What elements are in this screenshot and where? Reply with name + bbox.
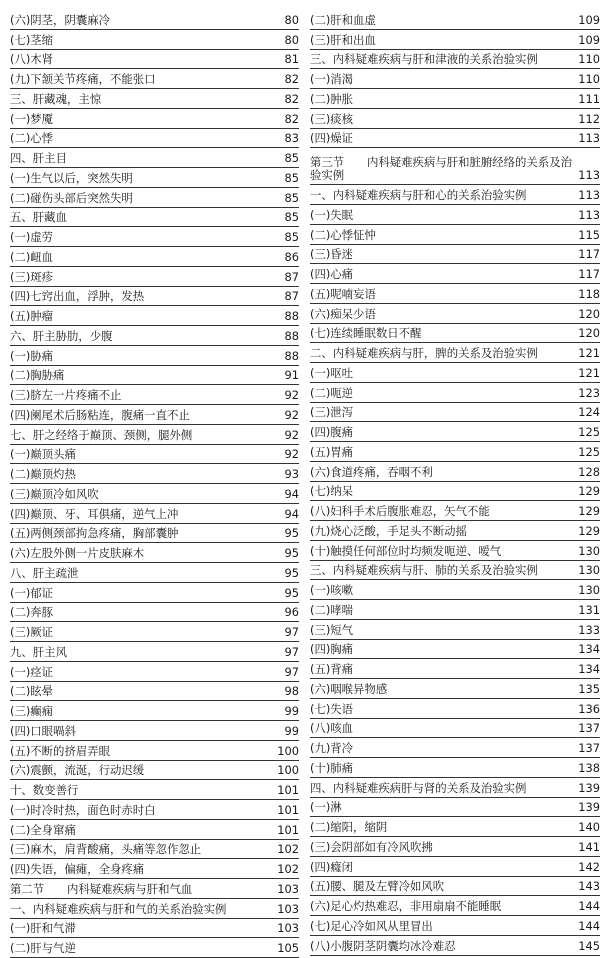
toc-entry	[310, 482, 600, 502]
toc-entry-title: (二)心悸怔忡	[310, 227, 376, 242]
toc-entry-page: 129	[578, 484, 600, 499]
toc-entry	[10, 543, 299, 563]
toc-entry-page: 137	[578, 741, 600, 755]
toc-entry-title: (七)纳呆	[310, 484, 354, 499]
toc-entry-title: (六)咽喉异物感	[310, 681, 388, 696]
toc-entry	[310, 50, 600, 70]
toc-entry	[10, 30, 299, 50]
toc-entry-title: (一)痉证	[10, 664, 54, 679]
toc-entry-title: (二)碰伤头部后突然失明	[10, 190, 133, 205]
toc-entry-page: 121	[578, 346, 600, 360]
toc-entry	[10, 346, 299, 366]
toc-entry-page: 101	[277, 783, 299, 797]
toc-entry	[310, 245, 600, 265]
toc-entry	[10, 622, 299, 642]
toc-entry-title: (二)缩阳，缩阴	[310, 820, 388, 834]
toc-entry	[310, 659, 600, 679]
toc-entry-page: 85	[284, 170, 299, 185]
toc-entry-title: (一)消渴	[310, 72, 354, 86]
toc-entry-title: (二)呃逆	[310, 385, 354, 400]
toc-entry-title: (一)胁痛	[10, 348, 54, 363]
toc-entry-page: 123	[578, 385, 600, 400]
toc-entry-page: 117	[578, 267, 600, 281]
toc-entry-title: (一)生气以后，突然失明	[10, 170, 133, 185]
toc-entry-page: 120	[578, 306, 600, 321]
toc-entry	[10, 287, 299, 307]
toc-entry	[310, 343, 600, 363]
toc-entry	[10, 366, 299, 386]
toc-entry-page: 87	[284, 269, 299, 284]
toc-entry-page: 141	[578, 839, 600, 854]
toc-entry-title: 六、肝主胁肋，少腹	[10, 328, 113, 343]
toc-entry	[10, 701, 299, 721]
toc-entry-title: (一)咳嗽	[310, 583, 354, 597]
toc-entry-page: 85	[284, 190, 299, 205]
toc-entry	[310, 699, 600, 719]
toc-entry-title: (五)不断的挤眉弄眼	[10, 743, 111, 758]
toc-entry-page: 135	[578, 681, 600, 696]
toc-entry-title: 二、内科疑难疾病与肝，脾的关系及治验实例	[310, 346, 538, 360]
toc-entry-title: (三)痰核	[310, 111, 354, 126]
toc-entry-page: 97	[284, 625, 299, 639]
toc-entry	[310, 877, 600, 897]
toc-entry-title: (四)口眼喎斜	[10, 723, 76, 738]
toc-entry-title: (六)左股外侧一片皮肤麻木	[10, 546, 145, 560]
toc-entry-page: 82	[284, 91, 299, 106]
toc-entry-title: 第三节 内科疑难疾病与肝和脏腑经络的关系及治验实例	[310, 155, 572, 183]
toc-entry	[10, 129, 299, 149]
toc-entry-page: 102	[277, 862, 299, 876]
toc-entry	[310, 30, 600, 50]
toc-entry-title: (三)短气	[310, 622, 354, 637]
toc-entry	[10, 464, 299, 484]
toc-entry-page: 100	[277, 763, 299, 778]
toc-entry-page: 121	[578, 365, 600, 380]
toc-entry-page: 92	[284, 407, 299, 422]
toc-entry-page: 137	[578, 721, 600, 736]
toc-entry-page: 138	[578, 760, 600, 775]
toc-entry-title: (五)背痛	[310, 662, 354, 676]
toc-entry-page: 139	[578, 780, 600, 795]
toc-entry-title: (八)小腹阴茎阴囊均冰冷难忍	[310, 938, 456, 953]
toc-entry-title: (六)阴茎，阴囊麻冷	[10, 12, 111, 27]
toc-entry	[310, 896, 600, 916]
toc-entry-page: 144	[578, 918, 600, 933]
toc-entry-page: 109	[578, 12, 600, 27]
toc-entry	[10, 879, 299, 899]
toc-entry	[310, 225, 600, 245]
toc-entry-page: 142	[578, 859, 600, 874]
toc-entry	[10, 247, 299, 267]
toc-entry-title: 十、数变善行	[10, 783, 79, 797]
toc-entry-page: 82	[284, 111, 299, 126]
toc-entry	[310, 10, 600, 30]
toc-entry	[10, 227, 299, 247]
toc-entry-page: 103	[277, 921, 299, 936]
toc-entry-title: (三)会阴部如有冷风吹拂	[310, 839, 433, 854]
toc-entry	[310, 837, 600, 857]
toc-entry-page: 94	[284, 506, 299, 521]
toc-entry	[10, 425, 299, 445]
toc-entry	[310, 916, 600, 936]
toc-entry-title: (四)阑尾术后肠粘连，腹痛一直不止	[10, 407, 190, 422]
toc-entry-title: (四)腹痛	[310, 425, 354, 439]
toc-entry-title: (五)肿瘤	[10, 309, 54, 323]
toc-entry-page: 85	[284, 151, 299, 165]
toc-entry	[10, 69, 299, 89]
toc-entry	[10, 919, 299, 939]
toc-entry-title: (一)呕吐	[310, 365, 354, 380]
toc-entry-page: 111	[578, 91, 600, 106]
toc-entry-page: 80	[284, 32, 299, 47]
toc-entry-title: (四)癃闭	[310, 859, 354, 874]
toc-entry-title: (二)眩晕	[10, 684, 54, 699]
toc-entry	[10, 445, 299, 465]
toc-entry	[310, 185, 600, 205]
toc-entry-page: 113	[578, 131, 600, 146]
toc-entry-title: (四)七窍出血，浮肿，发热	[10, 289, 145, 304]
toc-entry	[310, 148, 600, 185]
toc-entry	[310, 284, 600, 304]
toc-entry-page: 82	[284, 72, 299, 86]
toc-entry	[10, 583, 299, 603]
toc-entry	[10, 721, 299, 741]
toc-entry-page: 130	[578, 543, 600, 558]
toc-entry-title: (七)连续睡眠数日不醒	[310, 326, 422, 341]
toc-entry-title: 九、肝主风	[10, 644, 67, 659]
toc-entry-title: (二)哮喘	[310, 602, 354, 617]
toc-entry	[310, 640, 600, 660]
toc-entry-page: 118	[578, 286, 600, 301]
toc-entry-title: (十)触摸任何部位时均频发呃逆、嗳气	[310, 543, 502, 558]
toc-entry-page: 110	[578, 52, 600, 67]
toc-entry-title: (一)巅顶头痛	[10, 447, 76, 462]
toc-entry-page: 88	[284, 348, 299, 363]
toc-entry-title: (一)梦魇	[10, 111, 54, 126]
toc-entry-title: (七)失语	[310, 701, 354, 716]
toc-entry-page: 129	[578, 523, 600, 538]
toc-entry	[10, 109, 299, 129]
toc-entry-page: 125	[578, 425, 600, 439]
toc-entry-page: 105	[277, 941, 299, 955]
toc-entry-title: (三)厥证	[10, 625, 54, 639]
toc-entry-title: (一)肝和气滞	[10, 921, 76, 936]
toc-entry	[10, 306, 299, 326]
toc-entry-title: (二)衄血	[10, 249, 54, 264]
toc-entry	[10, 780, 299, 800]
toc-entry-page: 136	[578, 701, 600, 716]
toc-entry	[10, 326, 299, 346]
toc-entry-title: 三、内科疑难疾病与肝和津液的关系治验实例	[310, 52, 538, 67]
toc-entry-page: 87	[284, 289, 299, 304]
toc-entry-title: (四)心痛	[310, 267, 354, 281]
toc-entry	[310, 129, 600, 149]
toc-entry	[10, 10, 299, 30]
toc-entry-page: 134	[578, 662, 600, 676]
toc-entry-title: 五、肝藏血	[10, 210, 67, 225]
toc-entry	[310, 264, 600, 284]
toc-entry	[310, 304, 600, 324]
toc-entry-title: (一)虚劳	[10, 230, 54, 244]
toc-entry-title: (五)两侧颈部拘急疼痛，胸部囊肿	[10, 526, 179, 541]
toc-entry-page: 113	[578, 168, 600, 183]
toc-entry	[10, 405, 299, 425]
toc-entry-title: (四)巅顶、牙、耳俱痛，逆气上冲	[10, 506, 179, 521]
toc-entry	[10, 682, 299, 702]
toc-entry-title: (三)昏迷	[310, 247, 354, 262]
toc-entry-page: 112	[578, 111, 600, 126]
toc-entry	[310, 620, 600, 640]
toc-entry-title: (七)足心冷如风从里冒出	[310, 918, 433, 933]
toc-entry	[310, 580, 600, 600]
toc-entry-page: 81	[284, 52, 299, 67]
toc-entry	[10, 800, 299, 820]
toc-entry	[310, 561, 600, 581]
toc-entry	[310, 719, 600, 739]
toc-entry-title: (三)泄泻	[310, 405, 354, 420]
toc-right-column	[310, 10, 600, 956]
toc-entry	[310, 936, 600, 956]
toc-entry-page: 88	[284, 328, 299, 343]
toc-entry	[310, 857, 600, 877]
toc-entry-page: 134	[578, 642, 600, 657]
toc-entry-title: (四)胸痛	[310, 642, 354, 657]
toc-entry	[10, 840, 299, 860]
toc-entry	[310, 501, 600, 521]
toc-entry	[10, 938, 299, 958]
toc-entry-title: (十)肺痛	[310, 760, 354, 775]
toc-entry-title: (一)淋	[310, 800, 342, 815]
toc-entry	[310, 324, 600, 344]
toc-entry-page: 97	[284, 664, 299, 679]
toc-entry-page: 85	[284, 210, 299, 225]
toc-entry-page: 130	[578, 563, 600, 578]
toc-entry-page: 131	[578, 602, 600, 617]
toc-entry	[10, 662, 299, 682]
toc-entry	[10, 89, 299, 109]
toc-entry-title: 第二节 内科疑难疾病与肝和气血	[10, 881, 193, 896]
toc-entry	[10, 741, 299, 761]
toc-entry-page: 117	[578, 247, 600, 262]
toc-entry-title: (一)失眠	[310, 207, 354, 222]
toc-entry-title: (七)茎缩	[10, 32, 54, 47]
toc-entry-title: (五)呢喃妄语	[310, 286, 376, 301]
toc-entry-title: 四、肝主目	[10, 151, 67, 165]
toc-entry-title: (六)足心灼热难忍，非用扇扇不能睡眠	[310, 899, 502, 913]
toc-entry	[310, 600, 600, 620]
toc-entry-title: 八、肝主疏泄	[10, 565, 79, 580]
toc-entry	[310, 109, 600, 129]
toc-entry	[310, 541, 600, 561]
toc-entry-title: (八)妇科手术后腹胀难忍，矢气不能	[310, 504, 490, 518]
toc-entry-title: (九)背冷	[310, 741, 354, 755]
toc-entry	[10, 267, 299, 287]
toc-entry-title: 三、肝藏魂，主惊	[10, 91, 102, 106]
toc-entry	[10, 188, 299, 208]
toc-entry-page: 95	[284, 565, 299, 580]
toc-entry-page: 113	[578, 207, 600, 222]
toc-entry-title: (六)痴呆少语	[310, 306, 376, 321]
toc-entry	[10, 484, 299, 504]
toc-entry-page: 95	[284, 585, 299, 600]
toc-entry-page: 88	[284, 309, 299, 323]
toc-entry-title: (二)胸胁痛	[10, 368, 65, 383]
toc-entry-page: 129	[578, 504, 600, 518]
toc-entry-page: 86	[284, 249, 299, 264]
toc-entry	[10, 603, 299, 623]
toc-entry	[310, 462, 600, 482]
toc-entry-page: 99	[284, 723, 299, 738]
toc-entry-page: 93	[284, 467, 299, 481]
toc-entry	[10, 524, 299, 544]
toc-entry-title: (二)全身窜痛	[10, 822, 76, 837]
toc-entry-title: 四、内科疑难疾病肝与肾的关系及治验实例	[310, 780, 527, 795]
toc-entry	[10, 820, 299, 840]
toc-entry	[10, 859, 299, 879]
toc-entry	[310, 383, 600, 403]
toc-entry-title: (三)肝和出血	[310, 32, 376, 47]
toc-entry	[310, 89, 600, 109]
toc-entry-page: 140	[578, 820, 600, 834]
toc-entry	[310, 205, 600, 225]
toc-entry	[10, 761, 299, 781]
toc-entry-title: (九)下颔关节疼痛，不能张口	[10, 72, 156, 86]
toc-entry-title: (二)肿胀	[310, 91, 354, 106]
toc-entry	[310, 817, 600, 837]
toc-entry-page: 92	[284, 388, 299, 402]
toc-entry-title: (九)烧心泛酸，手足头不断动摇	[310, 523, 467, 538]
toc-entry	[310, 778, 600, 798]
toc-entry	[310, 738, 600, 758]
toc-entry	[10, 168, 299, 188]
toc-entry-title: (四)燥证	[310, 131, 354, 146]
toc-entry-page: 130	[578, 583, 600, 597]
toc-entry-page: 98	[284, 684, 299, 699]
toc-entry-page: 85	[284, 230, 299, 244]
toc-entry-page: 94	[284, 486, 299, 501]
toc-entry	[310, 758, 600, 778]
toc-entry-page: 100	[277, 743, 299, 758]
toc-entry-page: 95	[284, 526, 299, 541]
toc-entry-title: (五)胃痛	[310, 444, 354, 459]
toc-entry	[310, 69, 600, 89]
toc-entry-page: 103	[277, 881, 299, 896]
toc-entry	[10, 504, 299, 524]
toc-entry-page: 109	[578, 32, 600, 47]
toc-entry-title: (一)时冷时热，面色时赤时白	[10, 802, 156, 817]
toc-entry	[10, 899, 299, 919]
toc-left-column	[10, 10, 299, 958]
toc-entry-page: 97	[284, 644, 299, 659]
toc-entry-title: (四)失语，偏瘫，全身疼痛	[10, 862, 145, 876]
toc-entry-page: 103	[277, 901, 299, 916]
toc-entry-page: 144	[578, 899, 600, 913]
toc-entry-page: 99	[284, 704, 299, 718]
toc-entry-title: (二)肝与气逆	[10, 941, 76, 955]
toc-entry	[10, 385, 299, 405]
toc-entry-page: 102	[277, 842, 299, 857]
toc-entry-page: 101	[277, 802, 299, 817]
toc-entry-page: 125	[578, 444, 600, 459]
toc-entry-title: (二)奔豚	[10, 605, 54, 620]
toc-entry-title: (二)巅顶灼热	[10, 467, 76, 481]
toc-entry-page: 91	[284, 368, 299, 383]
toc-entry-title: (一)郁证	[10, 585, 54, 600]
toc-entry-page: 120	[578, 326, 600, 341]
toc-entry-page: 128	[578, 464, 600, 479]
toc-entry	[310, 363, 600, 383]
toc-entry	[310, 798, 600, 818]
toc-entry	[10, 50, 299, 70]
toc-entry-title: 七、肝之经络于巅顶、颈侧，腿外侧	[10, 427, 193, 442]
toc-entry	[310, 679, 600, 699]
toc-entry-page: 113	[578, 188, 600, 202]
toc-entry-page: 139	[578, 800, 600, 815]
toc-entry-page: 145	[578, 938, 600, 953]
toc-entry-title: (八)木肾	[10, 52, 54, 67]
toc-entry	[10, 148, 299, 168]
toc-entry-page: 101	[277, 822, 299, 837]
toc-entry-page: 80	[284, 12, 299, 27]
toc-entry-title: (五)腰、腿及左臂冷如风吹	[310, 879, 445, 894]
toc-entry-title: (三)巅顶冷如风吹	[10, 486, 99, 501]
toc-entry-title: (六)食道疼痛，吞咽不利	[310, 464, 433, 479]
toc-entry-title: 一、内科疑难疾病与肝和心的关系治验实例	[310, 188, 527, 202]
toc-entry-title: (六)震颤，流涎，行动迟缓	[10, 763, 145, 778]
toc-entry-title: (二)肝和血虚	[310, 12, 376, 27]
toc-entry-page: 96	[284, 605, 299, 620]
toc-entry-page: 110	[578, 72, 600, 86]
toc-entry-page: 115	[578, 227, 600, 242]
toc-entry-page: 83	[284, 131, 299, 146]
toc-entry	[310, 442, 600, 462]
toc-entry-page: 133	[578, 622, 600, 637]
toc-entry-page: 92	[284, 427, 299, 442]
toc-entry	[310, 422, 600, 442]
toc-entry-page: 92	[284, 447, 299, 462]
toc-entry-page: 95	[284, 546, 299, 560]
toc-entry-title: 三、内科疑难疾病与肝、肺的关系及治验实例	[310, 563, 538, 578]
toc-entry	[10, 208, 299, 228]
toc-entry	[10, 642, 299, 662]
toc-entry-title: (三)脐左一片疼痛不止	[10, 388, 122, 402]
toc-entry	[10, 563, 299, 583]
toc-entry-title: (三)癫痫	[10, 704, 54, 718]
toc-entry-page: 143	[578, 879, 600, 894]
toc-entry-title: (二)心悸	[10, 131, 54, 146]
toc-entry-title: (三)麻木，肩背酸痛，头痛等忽作忽止	[10, 842, 202, 857]
toc-entry	[310, 403, 600, 423]
toc-entry	[310, 521, 600, 541]
toc-entry-title: (八)咳血	[310, 721, 354, 736]
toc-entry-title: (三)斑疹	[10, 269, 54, 284]
toc-entry-page: 124	[578, 405, 600, 420]
toc-entry-title: 一、内科疑难疾病与肝和气的关系治验实例	[10, 901, 227, 916]
